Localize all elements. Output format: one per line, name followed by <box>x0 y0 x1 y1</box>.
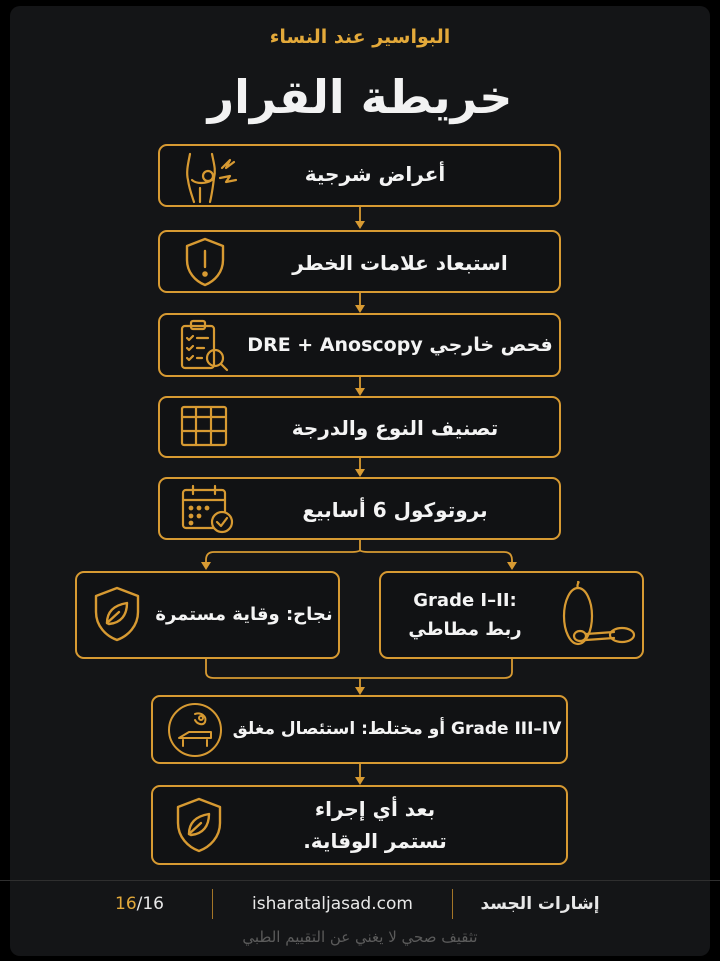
clipboard-search-icon <box>178 318 230 374</box>
subtitle: البواسير عند النساء <box>269 26 451 48</box>
grid-table-icon <box>180 405 228 447</box>
footer-divider <box>0 880 720 881</box>
website-link[interactable]: isharataljasad.com <box>252 894 413 914</box>
final-label-line1: بعد أي إجراء <box>314 797 436 821</box>
page-total: /16 <box>136 894 164 914</box>
step-label: بروتوكول 6 أسابيع <box>302 498 488 522</box>
step-label: استبعاد علامات الخطر <box>292 251 508 275</box>
rubber-band-ligator-icon <box>556 580 640 650</box>
page-current: 16 <box>115 894 137 914</box>
final-label-line2: تستمر الوقاية. <box>303 829 447 853</box>
branch-label: نجاح: وقاية مستمرة <box>155 604 333 625</box>
calendar-check-icon <box>181 484 235 534</box>
page-indicator <box>115 894 164 914</box>
disclaimer: تثقيف صحي لا يغني عن التقييم الطبي <box>242 928 478 946</box>
shield-leaf-icon <box>91 585 143 643</box>
step-label: فحص خارجي DRE + Anoscopy <box>247 334 553 356</box>
branch-procedure-label: ربط مطاطي <box>408 619 522 640</box>
step-label: أعراض شرجية <box>304 162 446 186</box>
shield-warning-icon <box>183 236 227 288</box>
shield-leaf-icon <box>173 796 225 854</box>
page-title: خريطة القرار <box>207 70 513 124</box>
pelvic-pain-icon <box>180 150 242 204</box>
surgery-bed-icon <box>167 702 223 758</box>
surgery-label: Grade III–IV أو مختلط: استئصال مغلق <box>232 719 562 739</box>
footer-separator <box>452 889 453 919</box>
brand-name: إشارات الجسد <box>480 894 600 914</box>
footer-separator <box>212 889 213 919</box>
branch-grade-label: Grade I–II: <box>413 590 517 611</box>
step-label: تصنيف النوع والدرجة <box>291 416 499 440</box>
